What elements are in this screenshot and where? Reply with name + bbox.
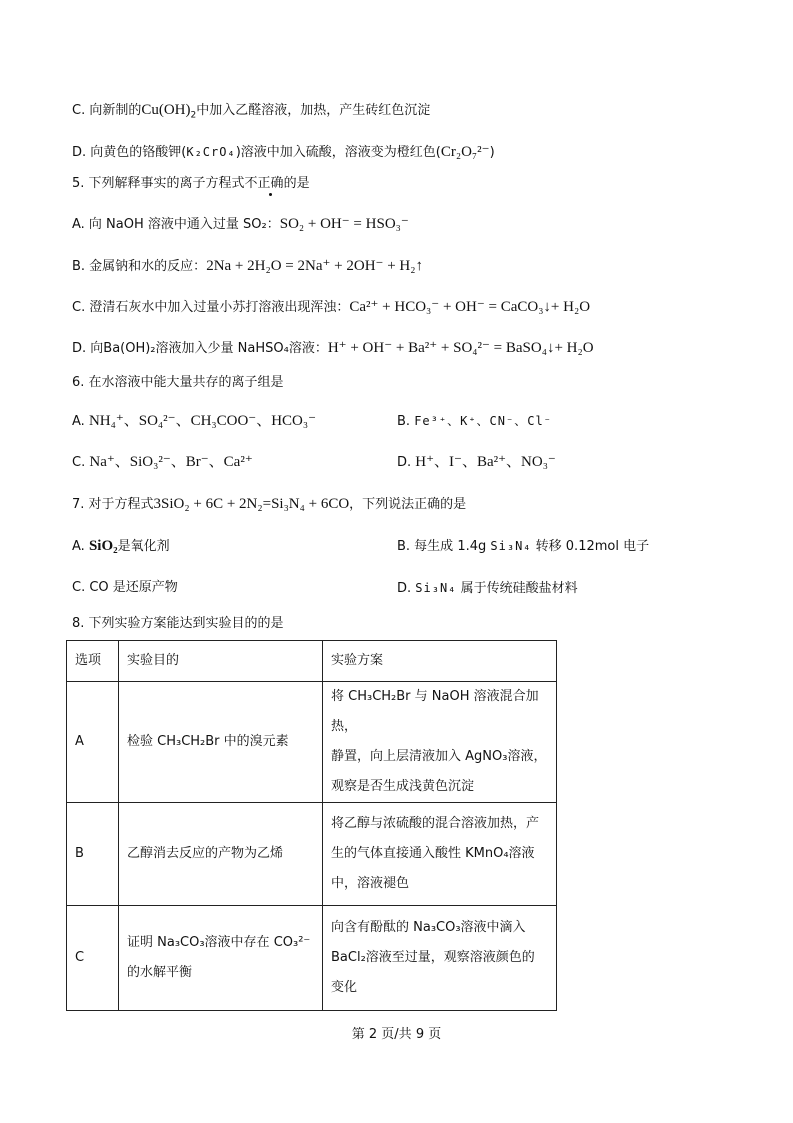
text: ) xyxy=(489,145,495,160)
equation: Ca²⁺ + HCO₃⁻ + OH⁻ = CaCO₃↓+ H₂O xyxy=(349,299,591,315)
page-footer: 第 2 页/共 9 页 xyxy=(351,1027,442,1042)
q7-option-b xyxy=(397,536,649,557)
text: ，下列说法正确的是 xyxy=(349,497,467,512)
text: 的是 xyxy=(283,176,310,191)
text: 转移 0.12mol 电子 xyxy=(535,539,650,554)
label: A. xyxy=(72,539,85,554)
q5-stem xyxy=(72,174,310,194)
equation: SO₂ + OH⁻ = HSO₃⁻ xyxy=(279,216,409,232)
q5-option-b xyxy=(72,256,423,277)
text: D. 向黄色的铬酸钾( xyxy=(72,145,187,160)
formula: Cr₂O₇²⁻ xyxy=(440,144,490,160)
label: C. xyxy=(72,455,86,470)
formula: K₂CrO₄ xyxy=(186,145,236,159)
header-option: 选项 xyxy=(67,641,119,682)
q6-stem: 6. 在水溶液中能大量共存的离子组是 xyxy=(72,375,284,390)
table-row xyxy=(67,682,557,803)
table-row xyxy=(67,906,557,1011)
cell-option: A xyxy=(67,682,119,803)
q4-option-d xyxy=(72,142,495,163)
header-purpose: 实验目的 xyxy=(119,641,323,682)
equation: 2Na + 2H₂O = 2Na⁺ + 2OH⁻ + H₂↑ xyxy=(206,258,423,274)
q7-option-a xyxy=(72,536,170,557)
text: )溶液中加入硫酸，溶液变为橙红色( xyxy=(235,145,441,160)
plan-line: 生的气体直接通入酸性 KMnO₄溶液 xyxy=(331,846,535,861)
text: 5. 下列解释事实的离子方程式不 xyxy=(72,176,258,191)
plan-line: 向含有酚酞的 Na₃CO₃溶液中滴入 xyxy=(331,920,526,935)
ions: NH₄⁺、SO₄²⁻、CH₃COO⁻、HCO₃⁻ xyxy=(88,413,317,429)
text: 属于传统硅酸盐材料 xyxy=(460,581,578,596)
cell-plan xyxy=(323,682,557,803)
ions: Na⁺、SiO₃²⁻、Br⁻、Ca²⁺ xyxy=(89,454,253,470)
purpose-line: 证明 Na₃CO₃溶液中存在 CO₃²⁻ xyxy=(127,935,311,950)
plan-line: 观察是否生成浅黄色沉淀 xyxy=(331,779,475,794)
ions: Fe³⁺、K⁺、CN⁻、Cl⁻ xyxy=(414,414,552,428)
text: 是氧化剂 xyxy=(117,539,170,554)
formula: SiO₂ xyxy=(88,538,118,554)
equation: 3SiO₂ + 6C + 2N₂=Si₃N₄ + 6CO xyxy=(153,496,350,512)
text: D. 向Ba(OH)₂溶液加入少量 NaHSO₄溶液： xyxy=(72,341,328,356)
purpose-line: 的水解平衡 xyxy=(127,965,193,980)
cell-purpose: 检验 CH₃CH₂Br 中的溴元素 xyxy=(119,682,323,803)
header-plan: 实验方案 xyxy=(323,641,557,682)
equation: H⁺ + OH⁻ + Ba²⁺ + SO₄²⁻ = BaSO₄↓+ H₂O xyxy=(327,340,594,356)
text: B. 每生成 1.4g xyxy=(397,539,487,554)
cell-purpose: 乙醇消去反应的产物为乙烯 xyxy=(119,803,323,906)
q6-option-a xyxy=(72,411,316,432)
text: B. 金属钠和水的反应： xyxy=(72,259,207,274)
table-header-row xyxy=(67,641,557,682)
text: 7. 对于方程式 xyxy=(72,497,154,512)
q7-option-d xyxy=(397,578,578,599)
cell-plan xyxy=(323,803,557,906)
plan-line: 中，溶液褪色 xyxy=(331,876,410,891)
formula: Cu(OH) xyxy=(141,102,191,118)
label: D. xyxy=(397,455,412,470)
q5-option-c xyxy=(72,297,590,318)
text: 中加入乙醛溶液，加热，产生砖红色沉淀 xyxy=(196,103,431,118)
q5-option-a xyxy=(72,214,409,235)
label: D. xyxy=(397,581,412,596)
q6-option-b xyxy=(397,411,552,432)
plan-line: 变化 xyxy=(331,980,358,995)
experiment-table xyxy=(66,640,557,1011)
label: A. xyxy=(72,414,85,429)
q4-option-c: C. 向新制的$Cu(OH)_2$中加入乙醛溶液，加热，产生砖红色沉淀 xyxy=(72,102,431,121)
formula: Si₃N₄ xyxy=(490,539,532,553)
q6-option-d xyxy=(397,452,556,473)
plan-line: 静置，向上层清液加入 AgNO₃溶液， xyxy=(331,749,547,764)
plan-line: 将乙醇与浓硫酸的混合溶液加热，产 xyxy=(331,816,540,831)
cell-purpose xyxy=(119,906,323,1011)
q7-stem xyxy=(72,494,466,515)
table-row xyxy=(67,803,557,906)
ions: H⁺、I⁻、Ba²⁺、NO₃⁻ xyxy=(415,454,556,470)
emphasis-text: 正确 xyxy=(257,176,284,191)
plan-line: BaCl₂溶液至过量，观察溶液颜色的 xyxy=(331,950,535,965)
q7-option-c: C. CO 是还原产物 xyxy=(72,580,178,595)
text: C. 向新制的 xyxy=(72,103,142,118)
q6-option-c xyxy=(72,452,253,473)
cell-option: B xyxy=(67,803,119,906)
q5-option-d xyxy=(72,338,594,359)
cell-option: C xyxy=(67,906,119,1011)
text: A. 向 NaOH 溶液中通入过量 SO₂： xyxy=(72,217,280,232)
label: B. xyxy=(397,414,411,429)
q8-stem: 8. 下列实验方案能达到实验目的的是 xyxy=(72,616,284,631)
text: C. 澄清石灰水中加入过量小苏打溶液出现浑浊： xyxy=(72,300,350,315)
cell-plan xyxy=(323,906,557,1011)
plan-line: 将 CH₃CH₂Br 与 NaOH 溶液混合加热， xyxy=(331,689,539,734)
formula: Si₃N₄ xyxy=(415,581,457,595)
